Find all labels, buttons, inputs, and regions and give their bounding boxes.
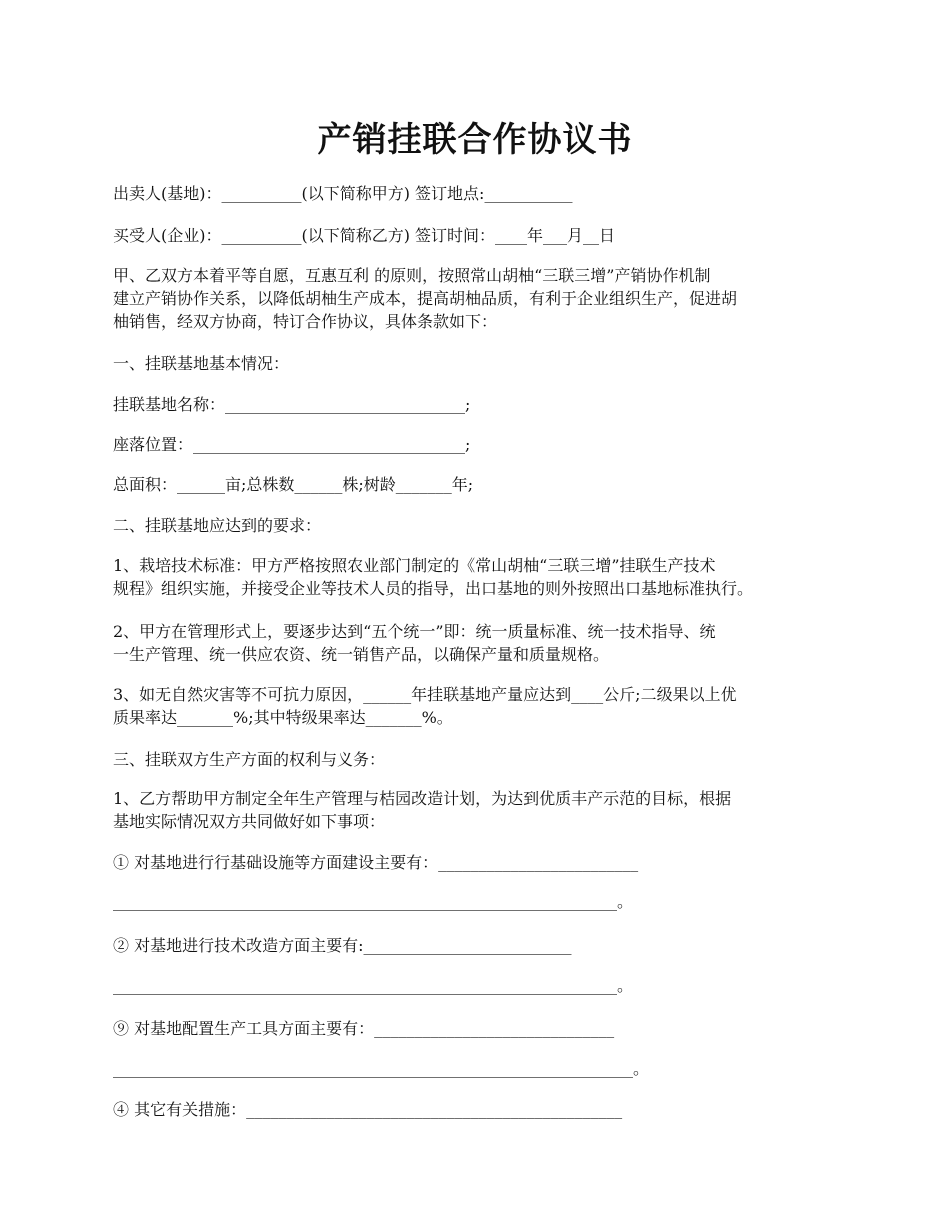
clause-2-1: 1、栽培技术标准：甲方严格按照农业部门制定的《常山胡柚“三联三增”挂联生产技术 规程》组织实施，并接受企业等技术人员的指导，出口基地的则外按照出口基地标准执行。 bbox=[113, 556, 754, 598]
item-4-line: ④ 其它有关措施：_______________________________________________ bbox=[113, 1100, 623, 1119]
clause-3-1: 1、乙方帮助甲方制定全年生产管理与桔园改造计划，为达到优质丰产示范的目标，根据 基地实际情况双方共同做好如下事项： bbox=[113, 789, 732, 831]
area-line: 总面积：______亩;总株数______株;树龄_______年; bbox=[113, 475, 474, 494]
location-line: 座落位置：__________________________________; bbox=[113, 435, 471, 454]
item-1-continuation: _______________________________________________________________。 bbox=[113, 892, 633, 911]
buyer-line: 买受人(企业)：__________(以下简称乙方) 签订时间：____年___月__日 bbox=[113, 226, 616, 245]
base-name-line: 挂联基地名称：______________________________; bbox=[113, 395, 471, 414]
seller-line: 出卖人(基地)：__________(以下简称甲方) 签订地点:___________ bbox=[113, 184, 573, 203]
item-2-line: ② 对基地进行技术改造方面主要有:__________________________ bbox=[113, 936, 572, 955]
item-2-continuation: _______________________________________________________________。 bbox=[113, 976, 633, 995]
clause-2-3: 3、如无自然灾害等不可抗力原因，______年挂联基地产量应达到____公斤;二级果以上优 质果率达_______%;其中特级果率达_______%。 bbox=[113, 685, 737, 727]
section-heading-3: 三、挂联双方生产方面的权利与义务： bbox=[113, 750, 386, 769]
section-heading-1: 一、挂联基地基本情况： bbox=[113, 354, 290, 373]
clause-2-2: 2、甲方在管理形式上，要逐步达到“五个统一”即：统一质量标准、统一技术指导、统 一生产管理、统一供应农资、统一销售产品，以确保产量和质量规格。 bbox=[113, 622, 716, 664]
preamble-paragraph: 甲、乙双方本着平等自愿，互惠互利 的原则，按照常山胡柚“三联三增”产销协作机制 建立产销协作关系，以降低胡柚生产成本，提高胡柚品质，有利于企业组织生产，促进胡 柚销售，经双方协商，特订合作协议，具体条款如下： bbox=[113, 266, 738, 331]
item-3-continuation: _________________________________________________________________。 bbox=[113, 1059, 649, 1078]
section-heading-2: 二、挂联基地应达到的要求： bbox=[113, 516, 322, 535]
document-title: 产销挂联合作协议书 bbox=[317, 120, 633, 160]
item-3-line: ⑨ 对基地配置生产工具方面主要有：______________________________ bbox=[113, 1019, 615, 1038]
item-1-line: ① 对基地进行行基础设施等方面建设主要有：_________________________ bbox=[113, 853, 639, 872]
